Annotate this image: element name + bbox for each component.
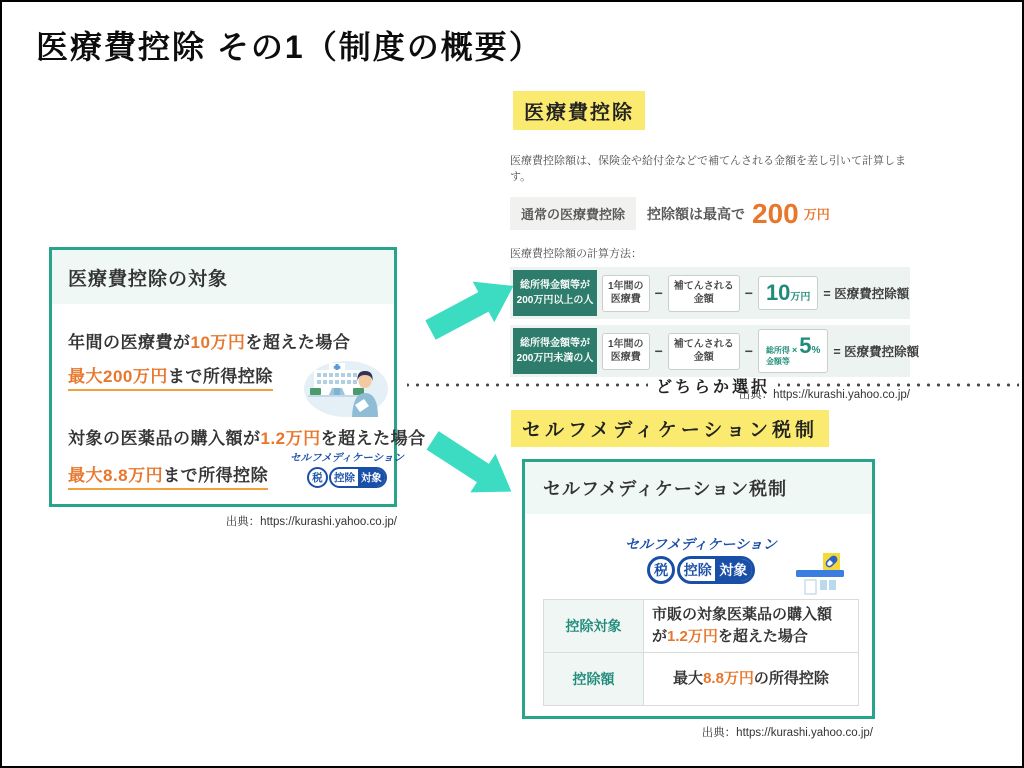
threshold-amount-box (758, 276, 818, 311)
selfmed-pill-logo (290, 467, 404, 488)
times-sign: × (791, 345, 798, 356)
label-iryohi-kojo: 医療費控除 (513, 91, 645, 130)
condition-line2: 200万円未満の人 (516, 353, 594, 364)
normal-deduction-label: 通常の医療費控除 (510, 197, 636, 230)
row-value (644, 600, 859, 653)
zei-circle-icon: 税 (647, 556, 675, 584)
dotted-line-right (778, 383, 1019, 387)
box-line1: 補てんされる (673, 338, 734, 350)
arrow-down-right-icon (419, 427, 525, 505)
calc-row-under-200 (510, 325, 920, 377)
amount-highlight: 最大200万円 (68, 367, 168, 386)
text: まで所得控除 (167, 367, 273, 386)
box-line1: 1年間の (608, 280, 644, 292)
pharmacy-store-icon (793, 552, 847, 596)
underlined-text (68, 466, 268, 490)
text: まで所得控除 (163, 466, 269, 485)
koujo-taishou-pill (329, 467, 387, 488)
threshold-value: 10 (765, 279, 791, 305)
koujo-text: 控除 (334, 471, 356, 484)
box-line1: 補てんされる (673, 280, 734, 292)
choice-separator (407, 374, 1019, 396)
source-credit: 出典：https://kurashi.yahoo.co.jp/ (701, 727, 873, 739)
box-line2: 医療費 (610, 294, 641, 305)
selfmed-pill-logo (625, 556, 777, 584)
max-deduction-text: 控除額は最高で (647, 205, 746, 222)
income-label (766, 346, 790, 367)
table-row (544, 653, 859, 706)
threshold-unit: 万円 (790, 291, 811, 303)
row-label: 控除額 (544, 653, 644, 706)
income-line2: 金額等 (765, 356, 790, 366)
percent-value: 5 (799, 333, 812, 359)
choice-label: どちらか選択 (656, 378, 771, 396)
selfmed-logo-area (525, 514, 872, 599)
text: を超えた場合 (320, 429, 426, 448)
arrow-up-right-icon (419, 273, 525, 343)
minus-sign: − (744, 343, 753, 359)
dotted-line-left (407, 383, 648, 387)
normal-deduction-row (510, 197, 910, 230)
text: が (652, 628, 668, 645)
amount-highlight: 10万円 (190, 333, 246, 352)
source-credit: 出典：https://kurashi.yahoo.co.jp/ (225, 516, 397, 528)
iryohi-description: 医療費控除額は、保険金や給付金などで補てんされる金額を差し引いて計算します。 (510, 155, 906, 183)
yearly-medical-cost-box (602, 275, 650, 312)
iryohi-target-card (49, 247, 426, 507)
hospital-doctor-icon (302, 355, 390, 419)
box-line2: 金額 (693, 352, 714, 363)
minus-sign: − (744, 285, 753, 301)
text: 対象の医薬品の購入額が (68, 429, 261, 448)
reimbursed-amount-box (668, 333, 740, 370)
card-header: セルフメディケーション税制 (525, 462, 872, 514)
iryohi-detail-panel (510, 148, 920, 402)
koujo-text: 控除 (683, 562, 712, 579)
condition-text-2 (68, 424, 426, 449)
selfmed-brand-text: セルフメディケーション (290, 452, 404, 464)
selfmed-card (522, 459, 875, 719)
koujo-taishou-pill (677, 556, 754, 584)
yearly-medical-cost-box (602, 333, 650, 370)
income-line1: 総所得 (765, 346, 790, 356)
box-line2: 医療費 (610, 352, 641, 363)
condition-box (513, 328, 597, 374)
selfmed-table (543, 599, 859, 706)
condition-line1: 総所得金額等が (520, 280, 590, 291)
condition-line1: 総所得金額等が (520, 338, 590, 349)
label-selfmed-zeisei: セルフメディケーション税制 (511, 410, 829, 447)
selfmed-logo-small (290, 450, 404, 488)
calc-result: = 医療費控除額 (823, 287, 910, 301)
row-label: 控除対象 (544, 600, 644, 653)
amount-highlight: 最大8.8万円 (68, 466, 164, 485)
taishou-text: 対象 (358, 469, 385, 486)
condition-text-1 (68, 328, 350, 353)
amount-highlight: 1.2万円 (667, 628, 718, 645)
underlined-text (68, 367, 273, 391)
amount-highlight: 1.2万円 (260, 429, 321, 448)
box-line2: 金額 (693, 294, 714, 305)
condition-line2: 200万円以上の人 (516, 295, 594, 306)
max-deduction-unit: 万円 (803, 207, 830, 222)
max-deduction-value: 200 (752, 197, 799, 229)
page-title: 医療費控除 その1（制度の概要） (36, 29, 543, 65)
text: 最大 (673, 670, 704, 688)
taishou-text: 対象 (715, 559, 751, 581)
selfmed-brand-text: セルフメディケーション (625, 536, 777, 552)
text: を超えた場合 (717, 628, 808, 645)
amount-highlight: 8.8万円 (703, 670, 754, 688)
selfmed-logo-large (625, 534, 777, 584)
text: 市販の対象医薬品の購入額 (652, 606, 833, 624)
table-row (544, 600, 859, 653)
calc-method-heading: 医療費控除額の計算方法： (510, 248, 642, 260)
text: の所得控除 (753, 670, 829, 688)
zei-circle-icon: 税 (307, 467, 328, 488)
box-line1: 1年間の (608, 338, 644, 350)
calc-result: = 医療費控除額 (833, 345, 920, 359)
reimbursed-amount-box (668, 275, 740, 312)
condition-box (513, 270, 597, 316)
calc-row-over-200 (510, 267, 910, 319)
percent-unit: % (811, 345, 821, 357)
minus-sign: − (654, 343, 663, 359)
text: 年間の医療費が (68, 333, 191, 352)
text: を超えた場合 (245, 333, 351, 352)
benefit-text-2 (68, 461, 268, 486)
source-credit: 出典：https://kurashi.yahoo.co.jp/ (738, 389, 910, 401)
benefit-text-1 (68, 362, 273, 387)
minus-sign: − (654, 285, 663, 301)
card-header: 医療費控除の対象 (52, 250, 394, 304)
income-percent-box (758, 329, 828, 373)
row-value (644, 653, 859, 706)
